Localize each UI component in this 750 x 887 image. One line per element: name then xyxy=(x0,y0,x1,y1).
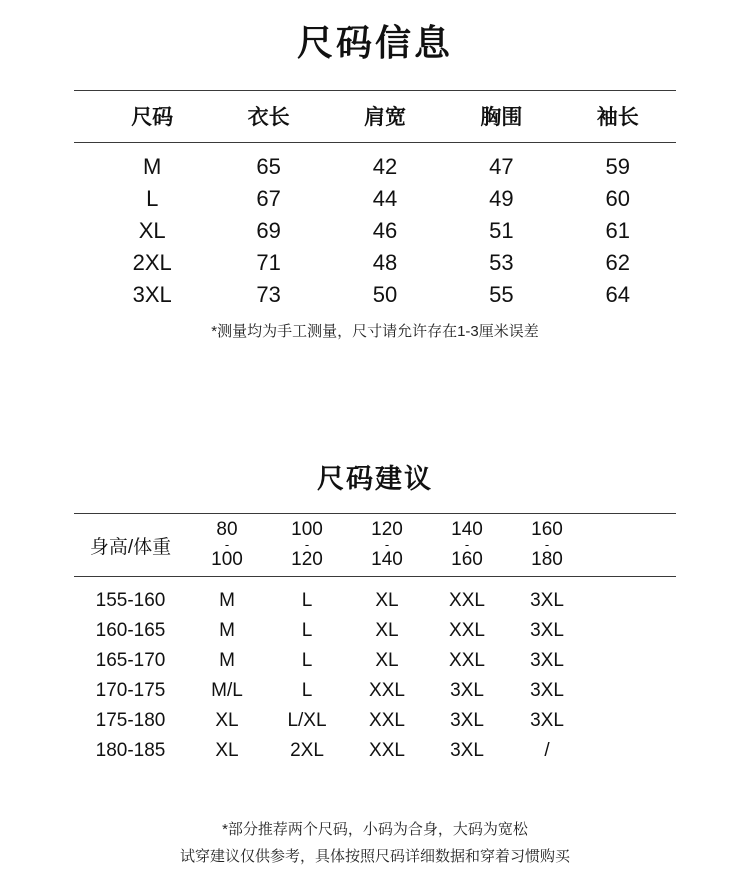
weight-range xyxy=(267,520,347,570)
size-info-table xyxy=(74,90,676,311)
weight-max: 100 xyxy=(211,549,243,570)
height-range: 160-165 xyxy=(95,620,166,641)
size-advice-body xyxy=(74,577,676,766)
weight-min: 100 xyxy=(291,519,323,540)
recommended-size: XXL xyxy=(369,740,405,761)
table-row xyxy=(74,736,676,766)
advice-note-line: *部分推荐两个尺码，小码为合身，大码为宽松 xyxy=(222,821,528,838)
table-row xyxy=(74,646,676,676)
measure-cell: 47 xyxy=(489,154,514,179)
height-range: 165-170 xyxy=(95,650,166,671)
table-row xyxy=(74,676,676,706)
weight-range xyxy=(187,520,267,570)
recommended-size: 3XL xyxy=(530,590,564,611)
recommended-size: XXL xyxy=(369,680,405,701)
measure-cell: 48 xyxy=(372,250,398,275)
range-dash: - xyxy=(304,537,310,552)
column-header-shoulder: 肩宽 xyxy=(363,106,406,129)
size-info-header-row xyxy=(74,91,676,143)
table-row xyxy=(74,706,676,736)
measure-cell: 62 xyxy=(605,250,631,275)
measure-cell: 55 xyxy=(489,282,514,307)
column-header-size: 尺码 xyxy=(131,106,174,129)
recommended-size: L xyxy=(301,620,313,641)
recommended-size: M xyxy=(219,650,235,671)
recommended-size: 3XL xyxy=(530,650,564,671)
measure-cell: 59 xyxy=(605,154,631,179)
table-row xyxy=(74,279,676,311)
size-label: 2XL xyxy=(132,250,172,275)
recommended-size: 3XL xyxy=(530,620,564,641)
recommended-size: XL xyxy=(215,740,239,761)
table-row xyxy=(74,586,676,616)
recommended-size: XL xyxy=(375,620,399,641)
measure-cell: 60 xyxy=(605,186,631,211)
weight-max: 120 xyxy=(291,549,323,570)
recommended-size: M xyxy=(219,620,235,641)
recommended-size: L xyxy=(301,650,313,671)
size-info-title: 尺码信息 xyxy=(296,22,453,63)
measure-cell: 67 xyxy=(256,186,281,211)
measure-cell: 49 xyxy=(489,186,514,211)
recommended-size: L/XL xyxy=(287,710,327,731)
recommended-size: XL xyxy=(215,710,239,731)
recommended-size: XL xyxy=(375,590,399,611)
table-row xyxy=(74,151,676,183)
recommended-size: 3XL xyxy=(530,680,564,701)
range-dash: - xyxy=(384,537,390,552)
recommended-size: L xyxy=(301,680,313,701)
height-range: 170-175 xyxy=(95,680,166,701)
measure-cell: 42 xyxy=(372,154,398,179)
table-row xyxy=(74,616,676,646)
measure-cell: 51 xyxy=(489,218,514,243)
size-info-body xyxy=(74,143,676,311)
height-range: 175-180 xyxy=(95,710,166,731)
weight-max: 140 xyxy=(371,549,403,570)
height-range: 155-160 xyxy=(95,590,166,611)
recommended-size: M xyxy=(219,590,235,611)
range-dash: - xyxy=(224,537,230,552)
height-weight-header: 身高/体重 xyxy=(89,536,172,558)
measure-cell: 46 xyxy=(372,218,398,243)
size-label: 3XL xyxy=(132,282,172,307)
measure-cell: 61 xyxy=(605,218,631,243)
recommended-size: L xyxy=(301,590,313,611)
size-label: M xyxy=(143,154,162,179)
table-row xyxy=(74,215,676,247)
column-header-sleeve: 袖长 xyxy=(596,106,639,129)
recommended-size: 3XL xyxy=(450,710,484,731)
recommended-size: XXL xyxy=(449,590,485,611)
range-dash: - xyxy=(464,537,470,552)
advice-notes xyxy=(0,816,750,870)
measurement-note: *测量均为手工测量，尺寸请允许存在1-3厘米误差 xyxy=(211,323,539,340)
recommended-size: XXL xyxy=(369,710,405,731)
recommended-size: 3XL xyxy=(530,710,564,731)
height-range: 180-185 xyxy=(95,740,166,761)
size-advice-title: 尺码建议 xyxy=(317,464,433,494)
column-header-length: 衣长 xyxy=(247,106,290,129)
weight-range xyxy=(427,520,507,570)
weight-min: 160 xyxy=(531,519,563,540)
measure-cell: 50 xyxy=(372,282,398,307)
weight-range xyxy=(507,520,587,570)
size-label: L xyxy=(146,186,159,211)
recommended-size: XXL xyxy=(449,650,485,671)
measure-cell: 69 xyxy=(256,218,281,243)
weight-min: 80 xyxy=(216,519,238,540)
measure-cell: 73 xyxy=(256,282,281,307)
column-header-chest: 胸围 xyxy=(480,106,523,129)
recommended-size: 2XL xyxy=(290,740,324,761)
measure-cell: 53 xyxy=(489,250,514,275)
measure-cell: 71 xyxy=(256,250,281,275)
weight-max: 160 xyxy=(451,549,483,570)
recommended-size: / xyxy=(544,740,550,761)
recommended-size: M/L xyxy=(211,680,243,701)
recommended-size: 3XL xyxy=(450,740,484,761)
weight-max: 180 xyxy=(531,549,563,570)
advice-note-line: 试穿建议仅供参考，具体按照尺码详细数据和穿着习惯购买 xyxy=(179,848,570,865)
measure-cell: 65 xyxy=(256,154,281,179)
measure-cell: 64 xyxy=(605,282,631,307)
measure-cell: 44 xyxy=(372,186,398,211)
weight-min: 140 xyxy=(451,519,483,540)
recommended-size: 3XL xyxy=(450,680,484,701)
recommended-size: XXL xyxy=(449,620,485,641)
recommended-size: XL xyxy=(375,650,399,671)
weight-min: 120 xyxy=(371,519,403,540)
size-advice-header-row xyxy=(74,514,676,577)
range-dash: - xyxy=(544,537,550,552)
size-advice-table xyxy=(74,513,676,766)
table-row xyxy=(74,183,676,215)
weight-range xyxy=(347,520,427,570)
table-row xyxy=(74,247,676,279)
size-label: XL xyxy=(138,218,166,243)
